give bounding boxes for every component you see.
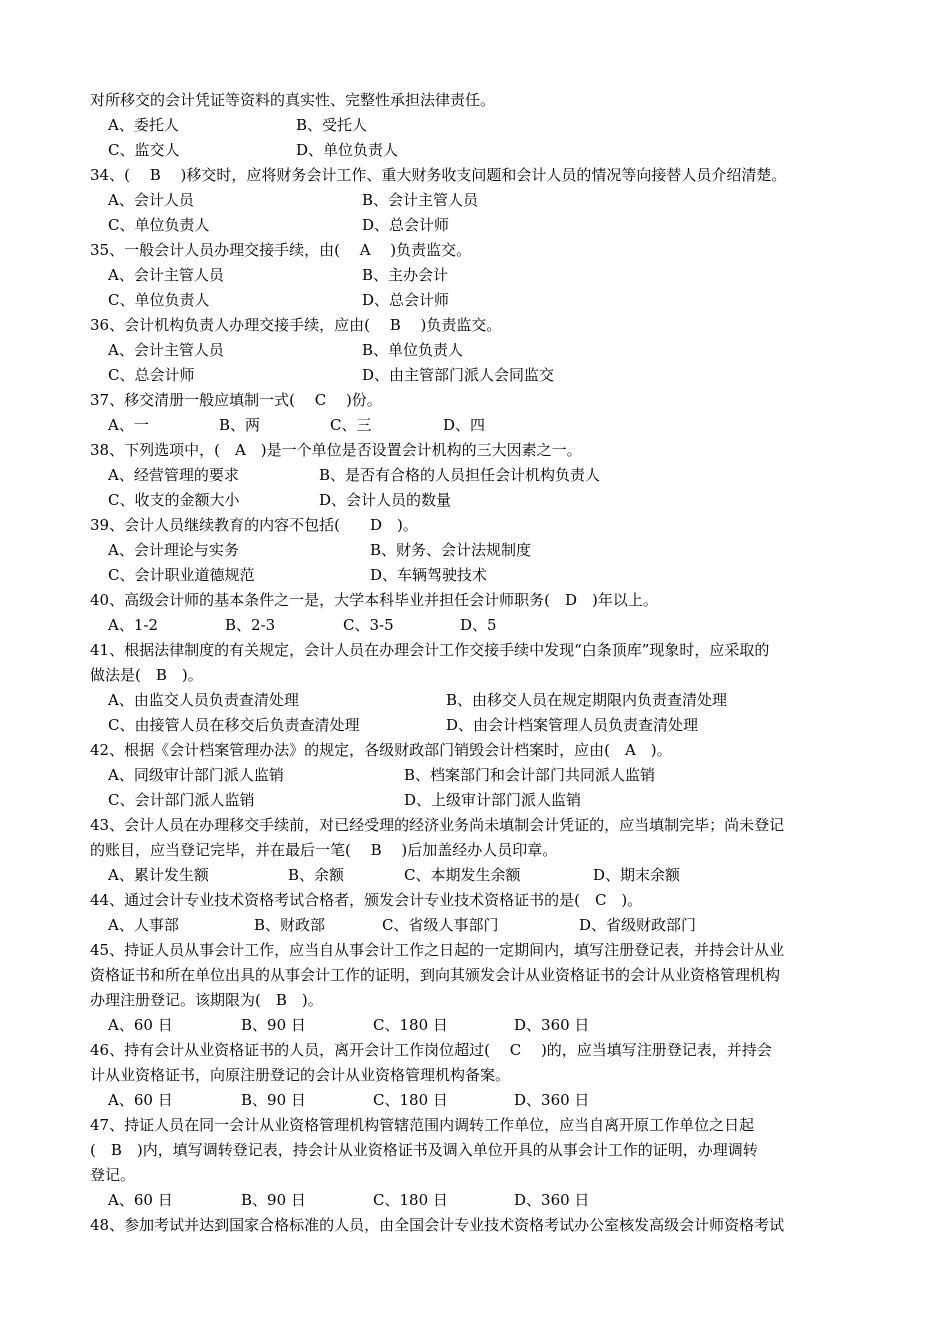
option-c: C、由接管人员在移交后负责查清处理 — [108, 716, 360, 734]
option-c: C、3-5 — [343, 616, 394, 634]
option-b: B、90 日 — [241, 1016, 306, 1034]
option-d: D、360 日 — [514, 1191, 590, 1209]
question-42: 42、根据《会计档案管理办法》的规定，各级财政部门销毁会计档案时，应由( A )。 — [90, 741, 672, 759]
question-35: 35、一般会计人员办理交接手续，由( A )负责监交。 — [90, 241, 472, 259]
question-37: 37、移交清册一般应填制一式( C )份。 — [90, 391, 382, 409]
option-d: D、总会计师 — [362, 216, 450, 234]
question-48: 48、参加考试并达到国家合格标准的人员，由全国会计专业技术资格考试办公室核发高级会计师资格考试 — [90, 1216, 785, 1234]
option-d: D、省级财政部门 — [579, 916, 697, 934]
option-d: D、单位负责人 — [296, 141, 399, 159]
option-b: B、余额 — [288, 866, 345, 884]
option-d: D、上级审计部门派人监销 — [404, 791, 582, 809]
option-c: C、单位负责人 — [108, 291, 210, 309]
question-46: 46、持有会计从业资格证书的人员，离开会计工作岗位超过( C )的，应当填写注册登记表，并持会 — [90, 1041, 772, 1059]
question-47-cont: 登记。 — [90, 1166, 136, 1184]
option-d: D、360 日 — [514, 1091, 590, 1109]
question-39: 39、会计人员继续教育的内容不包括( D )。 — [90, 516, 418, 534]
option-a: A、经营管理的要求 — [108, 466, 239, 484]
option-a: A、人事部 — [108, 916, 179, 934]
option-c: C、监交人 — [108, 141, 180, 159]
option-c: C、会计职业道德规范 — [108, 566, 255, 584]
question-47-cont: ( B )内，填写调转登记表，持会计从业资格证书及调入单位开具的从事会计工作的证明，办理调转 — [90, 1141, 758, 1159]
question-36: 36、会计机构负责人办理交接手续，应由( B )负责监交。 — [90, 316, 502, 334]
question-43: 43、会计人员在办理移交手续前，对已经受理的经济业务尚未填制会计凭证的，应当填制完毕；尚未登记 — [90, 816, 785, 834]
question-41: 41、根据法律制度的有关规定，会计人员在办理会计工作交接手续中发现“白条顶库”现象时，应采取的 — [90, 641, 770, 659]
option-a: A、由监交人员负责查清处理 — [108, 691, 299, 709]
option-a: A、会计主管人员 — [108, 266, 224, 284]
option-b: B、90 日 — [241, 1191, 306, 1209]
option-a: A、一 — [108, 416, 149, 434]
option-b: B、受托人 — [296, 116, 368, 134]
option-a: A、累计发生额 — [108, 866, 209, 884]
question-41-cont: 做法是( B )。 — [90, 666, 203, 684]
option-d: D、360 日 — [514, 1016, 590, 1034]
option-a: A、会计理论与实务 — [108, 541, 239, 559]
option-b: B、单位负责人 — [362, 341, 464, 359]
option-b: B、是否有合格的人员担任会计机构负责人 — [319, 466, 601, 484]
option-c: C、三 — [330, 416, 372, 434]
option-a: A、会计人员 — [108, 191, 194, 209]
option-c: C、单位负责人 — [108, 216, 210, 234]
option-a: A、会计主管人员 — [108, 341, 224, 359]
option-a: A、60 日 — [108, 1191, 173, 1209]
option-b: B、财政部 — [254, 916, 326, 934]
question-45: 45、持证人员从事会计工作，应当自从事会计工作之日起的一定期间内，填写注册登记表，并持会计从业 — [90, 941, 785, 959]
option-b: B、财务、会计法规制度 — [370, 541, 532, 559]
option-c: C、180 日 — [373, 1016, 448, 1034]
option-d: D、期末余额 — [593, 866, 681, 884]
option-c: C、收支的金额大小 — [108, 491, 240, 509]
option-b: B、两 — [219, 416, 261, 434]
question-45-cont: 资格证书和所在单位出具的从事会计工作的证明，到向其颁发会计从业资格证书的会计从业资格管理机构 — [90, 966, 781, 984]
option-b: B、档案部门和会计部门共同派人监销 — [404, 766, 656, 784]
option-b: B、90 日 — [241, 1091, 306, 1109]
option-b: B、会计主管人员 — [362, 191, 479, 209]
option-a: A、同级审计部门派人监销 — [108, 766, 284, 784]
question-38: 38、下列选项中，( A )是一个单位是否设置会计机构的三大因素之一。 — [90, 441, 582, 459]
option-c: C、会计部门派人监销 — [108, 791, 255, 809]
option-d: D、由主管部门派人会同监交 — [362, 366, 555, 384]
option-a: A、60 日 — [108, 1016, 173, 1034]
option-d: D、会计人员的数量 — [319, 491, 452, 509]
option-c: C、总会计师 — [108, 366, 195, 384]
question-40: 40、高级会计师的基本条件之一是，大学本科毕业并担任会计师职务( D )年以上。 — [90, 591, 658, 609]
option-a: A、1-2 — [108, 616, 158, 634]
option-d: D、5 — [460, 616, 497, 634]
option-d: D、总会计师 — [362, 291, 450, 309]
option-c: C、180 日 — [373, 1091, 448, 1109]
option-b: B、由移交人员在规定期限内负责查清处理 — [446, 691, 728, 709]
question-34: 34、( B )移交时，应将财务会计工作、重大财务收支问题和会计人员的情况等向接替人员介绍清楚。 — [90, 166, 787, 184]
question-44: 44、通过会计专业技术资格考试合格者，颁发会计专业技术资格证书的是( C )。 — [90, 891, 643, 909]
option-d: D、四 — [443, 416, 486, 434]
intro-line: 对所移交的会计凭证等资料的真实性、完整性承担法律责任。 — [90, 91, 496, 109]
question-43-cont: 的账目，应当登记完毕，并在最后一笔( B )后加盖经办人员印章。 — [90, 841, 558, 859]
option-b: B、2-3 — [225, 616, 276, 634]
option-d: D、由会计档案管理人员负责查清处理 — [446, 716, 699, 734]
option-d: D、车辆驾驶技术 — [370, 566, 488, 584]
question-47: 47、持证人员在同一会计从业资格管理机构管辖范围内调转工作单位，应当自离开原工作单位之日起 — [90, 1116, 755, 1134]
question-45-cont: 办理注册登记。该期限为( B )。 — [90, 991, 323, 1009]
option-a: A、60 日 — [108, 1091, 173, 1109]
option-c: C、省级人事部门 — [382, 916, 499, 934]
option-c: C、180 日 — [373, 1191, 448, 1209]
question-46-cont: 计从业资格证书，向原注册登记的会计从业资格管理机构备案。 — [90, 1066, 511, 1084]
option-c: C、本期发生余额 — [404, 866, 521, 884]
option-b: B、主办会计 — [362, 266, 449, 284]
option-a: A、委托人 — [108, 116, 179, 134]
